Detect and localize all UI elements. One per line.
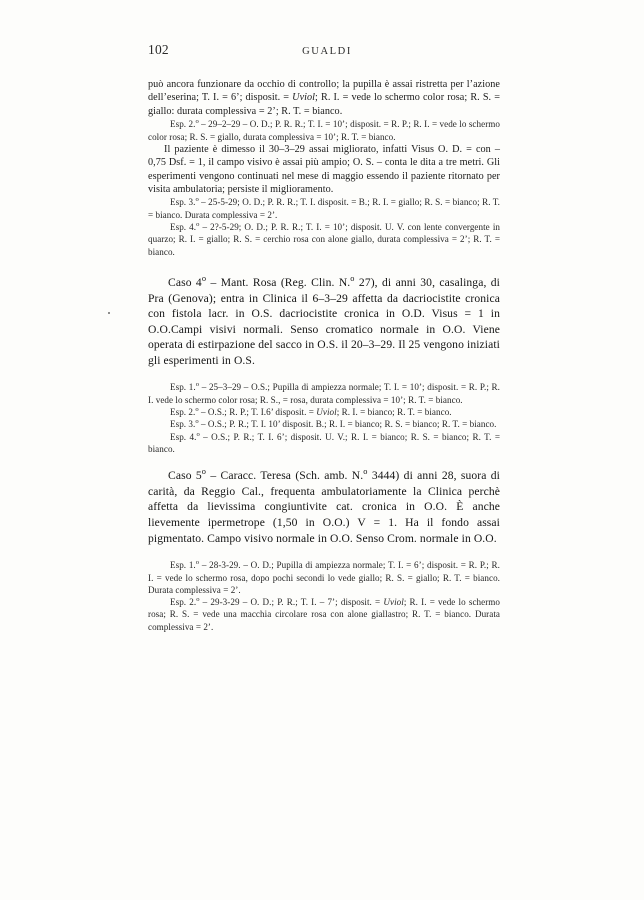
caso-4-description: Caso 4$^o$ – Mant. Rosa (Reg. Clin. N.$^o$ 27), di anni 30, casalinga, di Pra (Genova); entra in Clinica il 6–3–29 affetta da dacriocistite cronica con fistola lacr. in O.S. dacriocistite cronica in O.D. Visus = 1 in O.O.Campi visivi normali. Senso cromatico normale in O.O. Viene operata di estirpazione del sacco in O.S. il 20–3–29. Il 25 vengono iniziati gli esperimenti in O.S. (148, 274, 500, 367)
section-spacer (148, 258, 500, 275)
caso-5-description: Caso 5$^o$ – Caracc. Teresa (Sch. amb. N.$^o$ 3444) di anni 28, suora di carità, da Reggio Cal., frequenta ambulatoriamente la Clinica perchè affetta da lievissima congiuntivite cat. cronica in O.O. È anche lievemente ipermetrope (1,50 in O.O.) V = 1. Ha il fondo assai pigmentato. Campo visivo normale in O.O. Senso Crom. normale in O.O. (148, 467, 501, 545)
paragraph-paziente-dimesso: Il paziente è dimesso il 30–3–29 assai migliorato, infatti Visus O. D. = con – 0,75 Dsf. = 1, il campo visivo è assai più ampio; O. S. – conta le dita a tre metri. Gli esperimenti vengono continuati nel mese di maggio essendo il paziente ritornato per visita ambulatoria; persiste il miglioramento. (148, 143, 500, 196)
esp-2-29-3-29: Esp. 2.$^o$ – 29-3-29 – O. D.; P. R.; T. I. – 7’; disposit. = Uviol; R. I. = vede lo schermo rosa; R. S. = vede una macchia circolare rosa con alone giallastro; R. T. = bianco. Durata complessiva = 2’. (148, 596, 501, 632)
esp-3-25-5-29: Esp. 3.$^o$ – 25-5-29; O. D.; P. R. R.; T. I. disposit. = B.; R. I. = giallo; R. S. = bianco; R. T. = bianco. Durata complessiva = 2’. (148, 196, 500, 220)
esp-4-os: Esp. 4.$^o$ – O.S.; P. R.; T. I. 6’; disposit. U. V.; R. I. = bianco; R. S. = bianco; R. T. = bianco. (148, 430, 500, 454)
margin-speck (108, 312, 110, 314)
running-title: GUALDI (302, 46, 352, 57)
esp-4-25-5-29: Esp. 4.$^o$ – 2?-5-29; O. D.; P. R. R.; T. I. = 10’; disposit. U. V. con lente convergente in quarzo; R. I. = giallo; R. S. = cerchio rosa con alone giallo, durata complessiva = 2’; R. T. = bianco. (148, 221, 500, 257)
section-spacer (148, 546, 500, 559)
page-number: 102 (148, 42, 169, 57)
esp-2-29-2-29: Esp. 2.$^o$ – 29–2–29 – O. D.; P. R. R.; T. I. = 10’; disposit. = R. P.; R. I. = vede lo schermo color rosa; R. S. = giallo, durata complessiva = 10’; R. T. = bianco. (148, 118, 500, 142)
section-spacer (148, 368, 500, 381)
esp-2-os: Esp. 2.$^o$ – O.S.; R. P.; T. I.6’ disposit. = Uviol; R. I. = bianco; R. T. = bianco. (170, 406, 452, 418)
esp-1-25-3-29: Esp. 1.$^o$ – 25–3–29 – O.S.; Pupilla di ampiezza normale; T. I. = 10’; disposit. = R. P.; R. I. vede lo schermo color rosa; R. S., = rosa, durata complessiva = 10’; R. T. = bianco. (148, 381, 500, 405)
esp-3-os: Esp. 3.$^o$ – O.S.; P. R.; T. I. 10’ disposit. B.; R. I. = bianco; R. S. = bianco; R. T. = bianco. (170, 418, 497, 430)
section-spacer (148, 455, 500, 468)
esp-1-28-3-29: Esp. 1.$^o$ – 28-3-29. – O. D.; Pupilla di ampiezza normale; T. I. = 6’; disposit. = R. P.; R. I. = vede lo schermo rosa, dopo pochi secondi lo vede giallo; R. S. = giallo; R. T. = bianco. Durata complessiva = 2’. (148, 559, 500, 595)
text-column (148, 42, 500, 633)
running-head (148, 42, 500, 60)
paragraph-esperina: può ancora funzionare da occhio di controllo; la pupilla è assai ristretta per l’azione dell’eserina; T. I. = 6’; disposit. = Uviol; R. I. = vede lo schermo color rosa; R. S. = giallo: durata complessiva = 2’; R. T. = bianco. (148, 79, 500, 117)
